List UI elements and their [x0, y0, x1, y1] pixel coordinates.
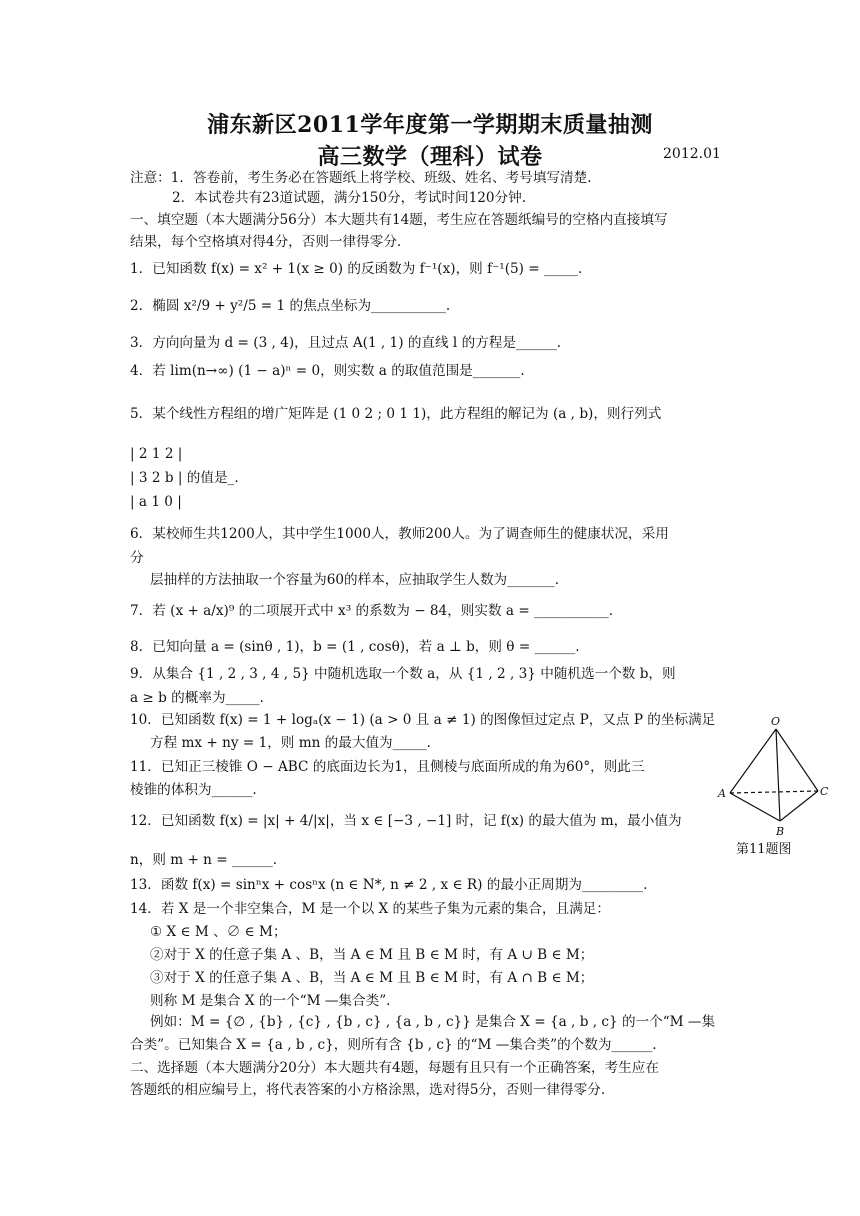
vertex-label-c: C	[820, 785, 829, 798]
question-14-example-cont: 合类”。已知集合 X = {a , b , c}，则所有含 {b , c} 的“M —集合类”的个数为______.	[130, 1037, 657, 1053]
q5-determinant-row-3: | a 1 0 |	[130, 494, 182, 510]
edge-oc	[776, 729, 818, 791]
question-14-condition-2: ②对于 X 的任意子集 A 、B，当 A ∈ M 且 B ∈ M 时，有 A ∪ B ∈ M；	[150, 947, 594, 963]
question-6: 6．某校师生共1200人，其中学生1000人，教师200人。为了调查师生的健康状况，采用	[130, 526, 669, 542]
question-11-cont: 棱锥的体积为______.	[130, 782, 257, 798]
section1-intro: 一、填空题（本大题满分56分）本大题共有14题，考生应在答题纸编号的空格内直接填写	[130, 212, 668, 228]
question-14-definition: 则称 M 是集合 X 的一个“M —集合类”.	[150, 993, 391, 1009]
exam-subtitle: 高三数学（理科）试卷	[317, 144, 543, 170]
question-1: 1．已知函数 f(x) = x² + 1(x ≥ 0) 的反函数为 f⁻¹(x)，则 f⁻¹(5) = _____.	[130, 261, 583, 277]
question-5: 5．某个线性方程组的增广矩阵是 (1 0 2 ; 0 1 1)，此方程组的解记为 (a , b)，则行列式	[130, 406, 662, 422]
question-6-wrap: 分	[130, 550, 144, 566]
vertex-label-b: B	[776, 825, 785, 838]
q5-determinant-row-2: | 3 2 b | 的值是_.	[130, 470, 239, 486]
question-8: 8．已知向量 a = (sinθ , 1)，b = (1 , cosθ)，若 a ⊥ b，则 θ = ______.	[130, 639, 580, 655]
edge-ac-hidden	[730, 791, 818, 793]
vertex-label-a: A	[718, 787, 726, 800]
question-12: 12．已知函数 f(x) = |x| + 4/|x|，当 x ∈ [−3 , −1] 时，记 f(x) 的最大值为 m，最小值为	[130, 813, 682, 829]
question-13: 13．函数 f(x) = sinⁿx + cosⁿx (n ∈ N*, n ≠ 2 , x ∈ R) 的最小正周期为_________.	[130, 877, 648, 893]
question-14: 14．若 X 是一个非空集合，M 是一个以 X 的某些子集为元素的集合，且满足：	[130, 901, 610, 917]
note-line-2: 2．本试卷共有23道试题，满分150分，考试时间120分钟.	[172, 190, 527, 206]
question-6-cont: 层抽样的方法抽取一个容量为60的样本，应抽取学生人数为_______.	[150, 572, 560, 588]
question-2: 2．椭圆 x²/9 + y²/5 = 1 的焦点坐标为___________.	[130, 298, 451, 314]
question-3: 3．方向向量为 d = (3 , 4)，且过点 A(1 , 1) 的直线 l 的方程是______.	[130, 335, 562, 351]
exam-title: 浦东新区2011学年度第一学期期末质量抽测	[207, 112, 653, 138]
question-14-condition-3: ③对于 X 的任意子集 A 、B，当 A ∈ M 且 B ∈ M 时，有 A ∩ B ∈ M；	[150, 970, 594, 986]
question-14-example: 例如：M = {∅ , {b} , {c} , {b , c} , {a , b , c}} 是集合 X = {a , b , c} 的一个“M —集	[150, 1014, 716, 1030]
vertex-label-o: O	[771, 715, 781, 728]
q5-determinant-row-1: | 2 1 2 |	[130, 446, 183, 462]
note-line-1: 注意：1．答卷前，考生务必在答题纸上将学校、班级、姓名、考号填写清楚.	[130, 170, 592, 186]
question-12-cont: n，则 m + n = ______.	[130, 852, 278, 868]
question-10-cont: 方程 mx + ny = 1，则 mn 的最大值为_____.	[150, 735, 431, 751]
section1-intro-cont: 结果，每个空格填对得4分，否则一律得零分.	[130, 234, 402, 250]
edge-ab	[730, 793, 780, 821]
edge-ob	[776, 729, 780, 821]
edge-oa	[730, 729, 776, 793]
exam-date: 2012.01	[663, 146, 721, 162]
section2-intro: 二、选择题（本大题满分20分）本大题共有4题，每题有且只有一个正确答案，考生应在	[130, 1060, 659, 1076]
edge-bc	[780, 791, 818, 821]
question-14-condition-1: ① X ∈ M 、∅ ∈ M；	[150, 924, 287, 940]
question-7: 7．若 (x + a/x)⁹ 的二项展开式中 x³ 的系数为 − 84，则实数 a = ___________.	[130, 603, 614, 619]
question-4: 4．若 lim(n→∞) (1 − a)ⁿ = 0，则实数 a 的取值范围是_______.	[130, 363, 525, 379]
figure-caption: 第11题图	[736, 842, 792, 857]
question-11: 11．已知正三棱锥 O − ABC 的底面边长为1，且侧棱与底面所成的角为60°，则此三	[130, 759, 645, 775]
section2-intro-cont: 答题纸的相应编号上，将代表答案的小方格涂黑，选对得5分，否则一律得零分.	[130, 1082, 606, 1098]
question-10: 10．已知函数 f(x) = 1 + logₐ(x − 1) (a > 0 且 a ≠ 1) 的图像恒过定点 P，又点 P 的坐标满足	[130, 712, 716, 728]
question-9: 9．从集合 {1 , 2 , 3 , 4 , 5} 中随机选取一个数 a，从 {1 , 2 , 3} 中随机选一个数 b，则	[130, 666, 676, 682]
question-9-cont: a ≥ b 的概率为_____.	[130, 690, 264, 706]
